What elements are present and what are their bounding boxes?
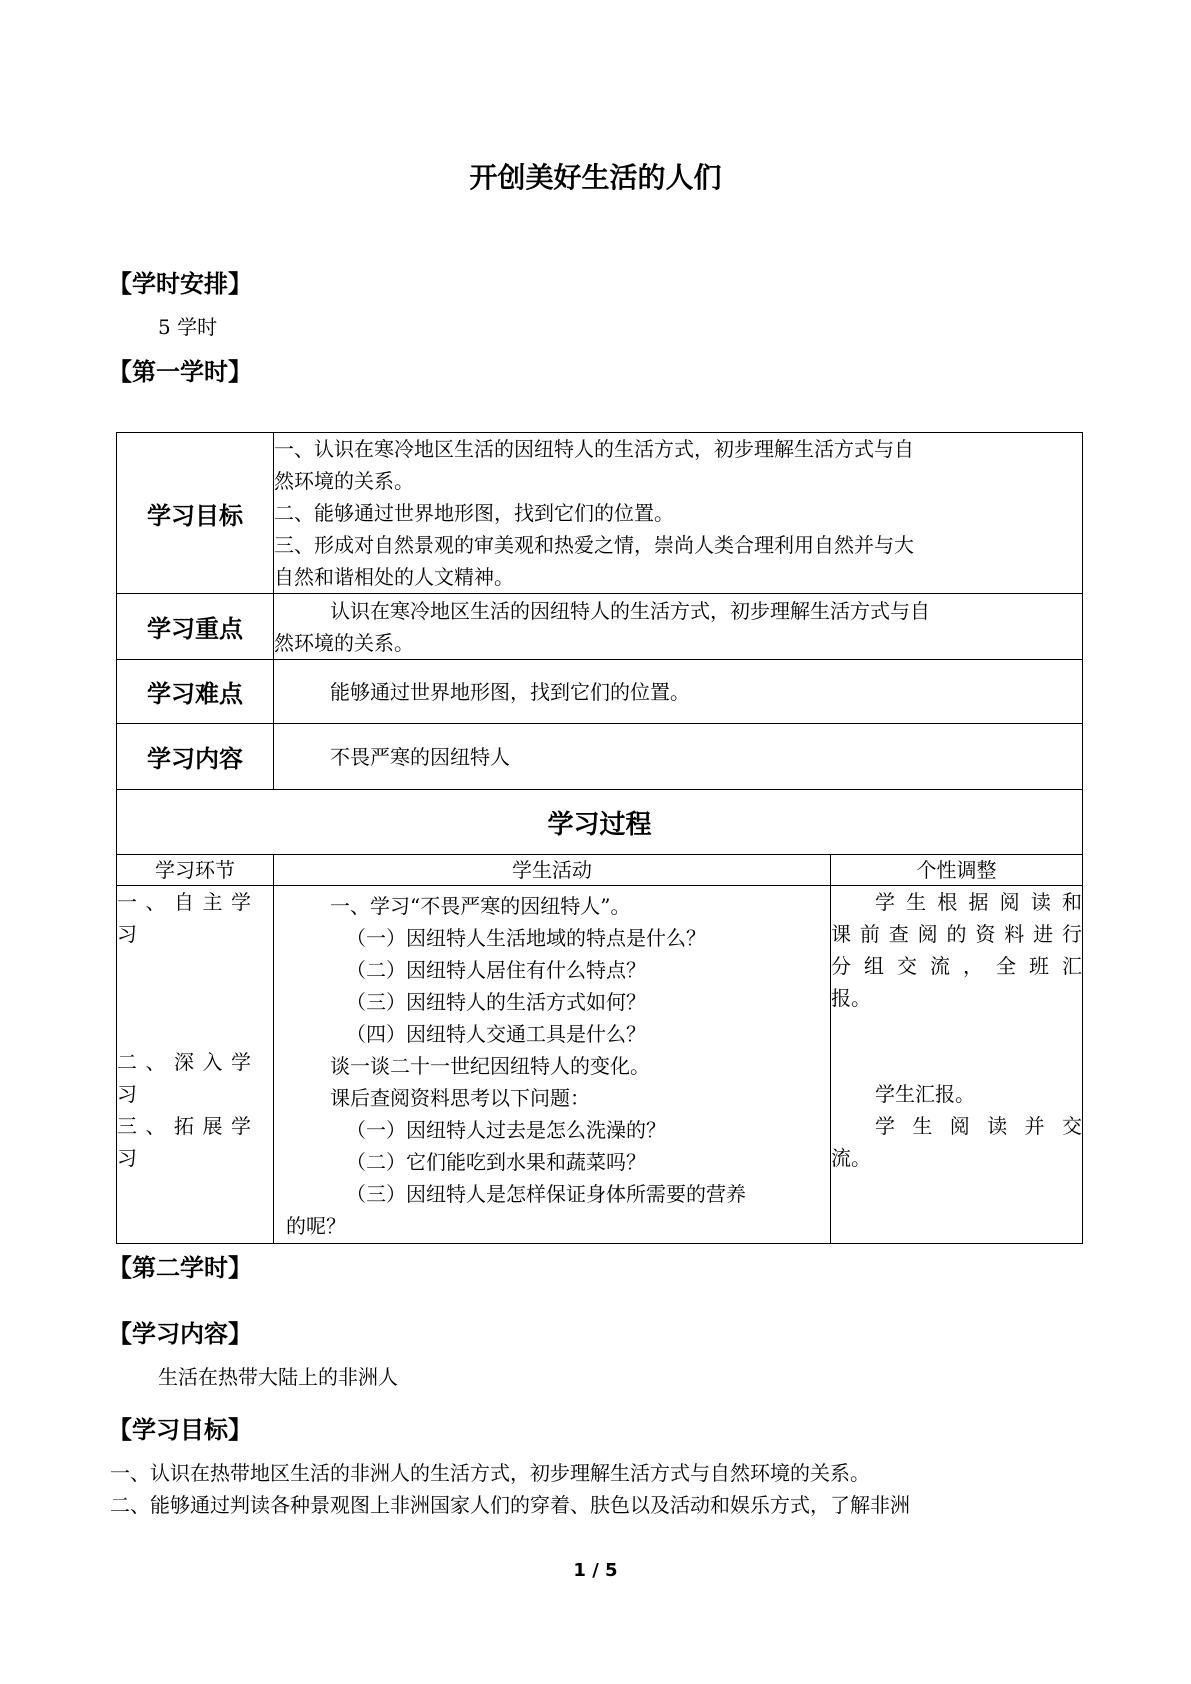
activity-line: （二）它们能吃到水果和蔬菜吗？ [346,1150,646,1174]
stage-label: 一、自主学 [117,890,251,914]
key-points-line: 认识在寒冷地区生活的因纽特人的生活方式，初步理解生活方式与自 [330,598,930,623]
page-number: 1 / 5 [573,1560,618,1581]
key-points-line: 然环境的关系。 [274,630,414,655]
column-header: 学习环节 [117,855,274,886]
second-period-heading: 【第二学时】 [108,1254,252,1282]
adjustment-column [831,886,1083,1244]
goals-label: 学习目标 [117,433,274,594]
activity-line: （一）因纽特人生活地域的特点是什么？ [346,926,706,950]
schedule-value: 5 学时 [158,315,218,339]
adjustment-line: 学生根据阅读和 [875,890,1082,914]
difficulty-label: 学习难点 [117,660,274,724]
stage-label-cont: 习 [117,922,137,946]
content-value: 生活在热带大陆上的非洲人 [158,1365,398,1389]
content-row [117,724,1083,790]
stage-label: 二、深入学 [117,1050,251,1074]
adjustment-line: 课前查阅的资料进行 [831,922,1082,946]
activity-line: 的呢？ [286,1214,346,1238]
activity-line: （一）因纽特人过去是怎么洗澡的？ [346,1118,666,1142]
goals-line: 三、形成对自然景观的审美观和热爱之情，崇尚人类合理利用自然并与大 [274,533,914,557]
first-period-heading: 【第一学时】 [108,358,252,386]
goals-paragraph-line: 二、能够通过判读各种景观图上非洲国家人们的穿着、肤色以及活动和娱乐方式，了解非洲 [110,1493,910,1517]
key-points-row [117,594,1083,660]
goals-paragraph-line: 一、认识在热带地区生活的非洲人的生活方式，初步理解生活方式与自然环境的关系。 [110,1461,870,1485]
adjustment-line: 学生阅读并交 [875,1114,1082,1138]
key-points-label: 学习重点 [117,594,274,660]
key-points-text [274,594,1083,660]
content-label: 学习内容 [117,724,274,790]
schedule-heading: 【学时安排】 [108,270,252,298]
process-body-row [117,886,1083,1244]
stage-label-cont: 习 [117,1146,137,1170]
activity-line: 课后查阅资料思考以下问题： [330,1086,590,1110]
activity-line: 谈一谈二十一世纪因纽特人的变化。 [330,1054,650,1078]
activity-line: （三）因纽特人的生活方式如何？ [346,990,646,1014]
goals-line: 自然和谐相处的人文精神。 [274,565,514,589]
difficulty-row [117,660,1083,724]
goals-heading: 【学习目标】 [108,1416,252,1444]
activity-line: 一、学习“不畏严寒的因纽特人”。 [330,894,631,918]
column-header-row [117,855,1083,886]
difficulty-text: 能够通过世界地形图，找到它们的位置。 [330,679,690,704]
process-title: 学习过程 [117,790,1083,855]
column-header: 学生活动 [274,855,831,886]
goals-text [274,433,1083,594]
stage-column [117,886,274,1244]
goals-line: 二、能够通过世界地形图，找到它们的位置。 [274,501,674,525]
adjustment-line: 学生汇报。 [875,1082,975,1106]
activity-line: （三）因纽特人是怎样保证身体所需要的营养 [346,1182,746,1206]
document-title: 开创美好生活的人们 [469,161,722,194]
activity-line: （二）因纽特人居住有什么特点？ [346,958,646,982]
adjustment-line: 分组交流，全班汇 [831,954,1082,978]
goals-line: 然环境的关系。 [274,469,414,493]
adjustment-line: 报。 [831,986,871,1010]
activity-line: （四）因纽特人交通工具是什么？ [346,1022,646,1046]
process-title-row [117,790,1083,855]
content-text: 不畏严寒的因纽特人 [330,744,510,769]
stage-label: 三、拓展学 [117,1114,251,1138]
stage-label-cont: 习 [117,1082,137,1106]
goals-line: 一、认识在寒冷地区生活的因纽特人的生活方式，初步理解生活方式与自 [274,437,914,461]
activity-column [274,886,831,1244]
content-heading: 【学习内容】 [108,1320,252,1348]
lesson-table [116,432,1083,1244]
column-header: 个性调整 [831,855,1083,886]
adjustment-line: 流。 [831,1146,871,1170]
goals-row [117,433,1083,594]
